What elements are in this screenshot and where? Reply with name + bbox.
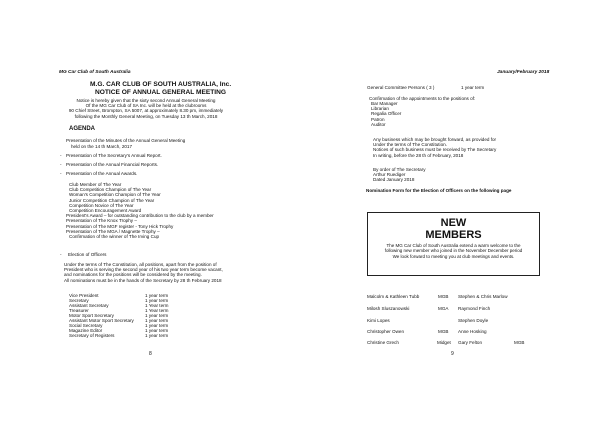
bullet: - [60,252,62,257]
appointment: Bar Manager [371,101,398,106]
election-item: Election of Officers [68,252,107,257]
left-page-number: 8 [149,351,152,357]
member-name: Raymond Finch [458,306,491,311]
right-page-header: January/February 2018 [497,70,550,75]
member-name: Stephen Doyle [458,318,489,323]
officer-role: Motor Sport Secretary [69,313,114,318]
signoff-line: Arthur Ruediger [373,172,406,178]
new-members-heading: NEW [440,217,467,229]
agenda-item: Presentation of the Annual Financial Reports. [66,162,159,167]
member-name: Christopher Owen [367,329,405,334]
member-row [0,294,600,300]
left-page-header: MG Car Club of South Australia [59,70,131,75]
intro-line: Of the MG Car Club of SA Inc. will be held at the clubrooms [85,103,207,109]
member-row [0,329,600,335]
officer-role: Secretary [69,298,89,303]
officer-term: 1 year term [145,293,169,298]
welcome-line: following new member who joined in the November December period [384,248,523,254]
officer-role: Treasurer [69,308,89,313]
member-car: Midget [437,340,451,345]
intro-line: 90 Chief Street, Brompton, SA 5007, at approximately 8.30 pm, immediately [68,108,224,114]
officer-role: Assistant Motor Sport Secretary [69,318,134,323]
bullet: - [60,162,62,167]
bullet: - [60,153,62,158]
member-row [0,306,600,312]
intro-line: following the Monthly General Meeting, on Tuesday 13 th March, 2018 [74,113,218,119]
intro-line: Notice is hereby given that the sixty second Annual General Meeting [76,98,216,103]
appointment: Patron [371,116,385,122]
constitution-line: President who is serving the second year of his two year term become vacant, [64,267,223,273]
appointment: Auditor [371,121,386,127]
member-name: Christine Grech [367,340,399,345]
award: Woman's Competition Champion of The Year [69,192,161,198]
member-car: MGB [514,340,525,345]
officer-role: Assistant Secretary [69,303,109,308]
member-name: Milosh Sluszanowski [367,306,410,311]
member-car: MGA [438,306,449,311]
award: Confirmation of the winner of The Irving Cup [69,234,160,240]
right-page-number: 9 [451,351,454,357]
officer-term: 1 year term [145,313,169,318]
officer-term: 1 year term [145,328,169,333]
welcome-line: The MG Car Club of South Australia extend a warm welcome to the [386,243,521,248]
member-car: MGB [438,294,449,299]
member-name: Gary Felton [458,340,482,345]
signoff-line: Dated January 2018 [373,177,415,183]
business-line: Notices of such business must be received by The Secretary [373,147,497,153]
member-name: Anne Hosking [458,329,487,334]
committee-role: General Committee Persons ( 3 ) [367,85,435,90]
officer-role: Secretary of Registers [69,333,115,338]
award: Club Competition Champion of The Year [69,187,152,193]
member-car: MGB [438,329,449,334]
appointments-list [371,101,401,127]
member-row [0,340,600,346]
bullet: - [60,171,62,176]
awards-list [66,182,214,240]
officer-term: 1 year term [145,318,169,323]
award: Presentation of The MGF register - Tony Hick Trophy [66,223,174,229]
notice-title-line2: NOTICE OF ANNUAL GENERAL MEETING [95,89,227,96]
new-members-heading: MEMBERS [425,229,482,241]
nomination-note: Nomination Form for the Election of Officers on the following page [366,188,512,193]
award: Competition Novice of The Year [69,202,134,208]
award: Presentation of The MGA / Magnette Trophy – [66,228,160,234]
agenda-item: Presentation of The Secretary's Annual Report. [66,153,162,158]
agenda-item: Presentation of the Annual Awards. [66,171,138,176]
constitution-line: All nominations must be in the hands of the Secretary by 28 th February 2018 [64,277,222,283]
constitution-text [64,262,223,283]
agenda-item: Presentation of the Minutes of the Annual General Meeting [66,138,186,143]
officer-role: Vice President [69,293,99,298]
appointment: Regalia Officer [371,111,402,117]
award: President's Award – for outstanding contribution to the club by a member [66,213,214,219]
officer-term: 1 year term [145,333,169,338]
member-row [0,318,600,324]
other-business-text [373,137,496,158]
officer-term: 1 year term [145,323,169,328]
constitution-line: Under the terms of The Constitution, all positions, apart from the position of [64,262,217,267]
business-line: Under the terms of The Constitution. [373,142,447,148]
agenda-heading: AGENDA [69,126,96,132]
officer-role: Social Secretary [69,323,103,328]
committee-term: 1 year term [461,85,485,90]
award: Club Member of The Year [69,182,122,187]
signoff-line: By order of The Secretary [373,167,426,172]
agenda-item-cont: held on the 14 th March, 2017 [71,144,133,149]
officer-term: 1 Year term [145,303,169,308]
award: Junior Competition Champion of The Year [69,197,155,203]
appointments-intro: Confirmation of the appointments to the positions of: [369,96,476,101]
business-line: In writing, before the 28 th of February, 2018 [373,152,464,158]
officer-term: 1 year term [145,298,169,303]
member-name: Stephen & Chris Marlow [458,294,508,299]
constitution-line: and nominations for the positions will be considered by the meeting. [64,272,202,278]
member-name: Malcolm & Kathleen Tubb [367,294,420,299]
welcome-line: We look forward to meeting you at club meetings and events. [392,253,515,259]
meeting-notice-text [0,98,300,119]
signoff [373,167,426,183]
award: Presentation of The Knox Trophy – [66,218,137,224]
appointment: Librarian [371,106,389,112]
award: Competition Encouragement Award [69,208,142,214]
notice-title-line1: M.G. CAR CLUB OF SOUTH AUSTRALIA, Inc. [90,81,232,88]
business-line: Any business which may be brought forward, as provided for [373,137,497,142]
officer-role: Magazine Editor [69,328,103,333]
member-name: Kimi Lopes [367,318,390,323]
new-members-box [367,212,540,276]
officer-term: 1 Year term [145,308,169,313]
